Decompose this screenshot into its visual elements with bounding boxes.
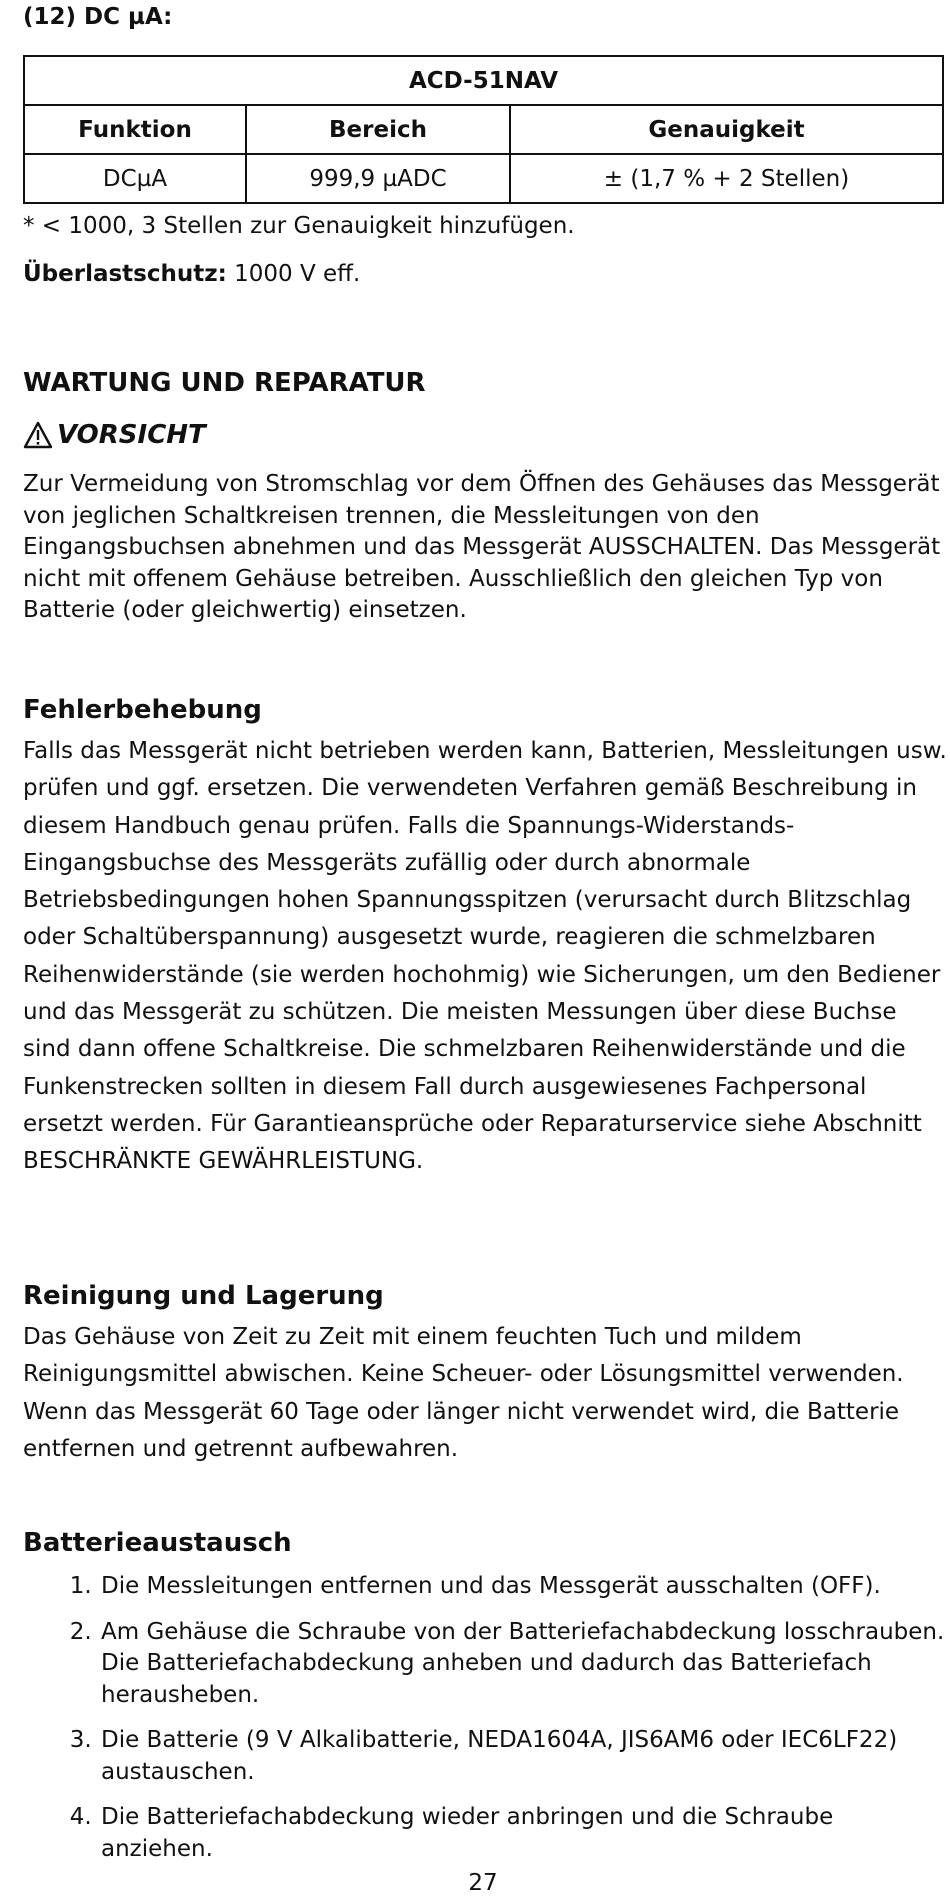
list-item: 1. Die Messleitungen entfernen und das Messgerät ausschalten (OFF). (99, 1571, 949, 1603)
cleaning-text: Das Gehäuse von Zeit zu Zeit mit einem feuchten Tuch und mildem Reinigungsmittel abwischen. Keine Scheuer- oder Lösungsmittel verwenden. Wenn das Messgerät 60 Tage oder länger nicht verwendet wird, die Batterie entfernen und getrennt aufbewahren. (23, 1324, 904, 1462)
maintenance-heading: WARTUNG UND REPARATUR (23, 368, 426, 398)
table-title-row (24, 56, 943, 105)
list-item: 3. Die Batterie (9 V Alkalibatterie, NEDA1604A, JIS6AM6 oder IEC6LF22) austauschen. (99, 1725, 949, 1788)
battery-steps (23, 1571, 949, 1879)
caution-heading (23, 420, 206, 450)
caution-label: VORSICHT (57, 420, 206, 450)
list-item: 2. Am Gehäuse die Schraube von der Batteriefachabdeckung losschrauben. Die Batteriefachabdeckung anheben und dadurch das Batteriefach herausheben. (99, 1617, 949, 1712)
header-bereich: Bereich (246, 105, 510, 154)
table-header-row (24, 105, 943, 154)
footnote: * < 1000, 3 Stellen zur Genauigkeit hinzufügen. (23, 213, 575, 239)
cell-genauigkeit: ± (1,7 % + 2 Stellen) (510, 154, 943, 203)
cell-funktion: DCµA (24, 154, 246, 203)
spec-table (23, 55, 944, 204)
caution-text: Zur Vermeidung von Stromschlag vor dem Öffnen des Gehäuses das Messgerät von jeglichen Schaltkreisen trennen, die Messleitungen von den Eingangsbuchsen abnehmen und das Messgerät AUSSCHALTEN. Das Messgerät nicht mit offenem Gehäuse betreiben. Ausschließlich den gleichen Typ von Batterie (oder gleichwertig) einsetzen. (23, 471, 941, 623)
battery-heading: Batterieaustausch (23, 1528, 292, 1558)
cell-bereich: 999,9 µADC (246, 154, 510, 203)
troubleshooting-heading: Fehlerbehebung (23, 695, 262, 725)
list-item: 4. Die Batteriefachabdeckung wieder anbringen und die Schraube anziehen. (99, 1802, 949, 1865)
header-funktion: Funktion (24, 105, 246, 154)
header-genauigkeit: Genauigkeit (510, 105, 943, 154)
table-row (24, 154, 943, 203)
overload-protection (23, 261, 360, 287)
overload-value: 1000 V eff. (226, 261, 361, 287)
page-number: 27 (468, 1870, 498, 1896)
section-label: (12) DC µA: (23, 4, 173, 30)
table-model: ACD-51NAV (24, 56, 943, 105)
cleaning-heading: Reinigung und Lagerung (23, 1281, 384, 1311)
warning-triangle-icon (23, 421, 53, 449)
overload-label: Überlastschutz: (23, 261, 227, 287)
troubleshooting-text: Falls das Messgerät nicht betrieben werden kann, Batterien, Messleitungen usw. prüfen und ggf. ersetzen. Die verwendeten Verfahren gemäß Beschreibung in diesem Handbuch genau prüfen. Falls die Spannungs-Widerstands-Eingangsbuchse des Messgeräts zufällig oder durch abnormale Betriebsbedingungen hohen Spannungsspitzen (verursacht durch Blitzschlag oder Schaltüberspannung) ausgesetzt wurde, reagieren die schmelzbaren Reihenwiderstände (sie werden hochohmig) wie Sicherungen, um den Bediener und das Messgerät zu schützen. Die meisten Messungen über diese Buchse sind dann offene Schaltkreise. Die schmelzbaren Reihenwiderstände und die Funkenstrecken sollten in diesem Fall durch ausgewiesenes Fachpersonal ersetzt werden. Für Garantieansprüche oder Reparaturservice siehe Abschnitt BESCHRÄNKTE GEWÄHRLEISTUNG. (23, 738, 947, 1175)
